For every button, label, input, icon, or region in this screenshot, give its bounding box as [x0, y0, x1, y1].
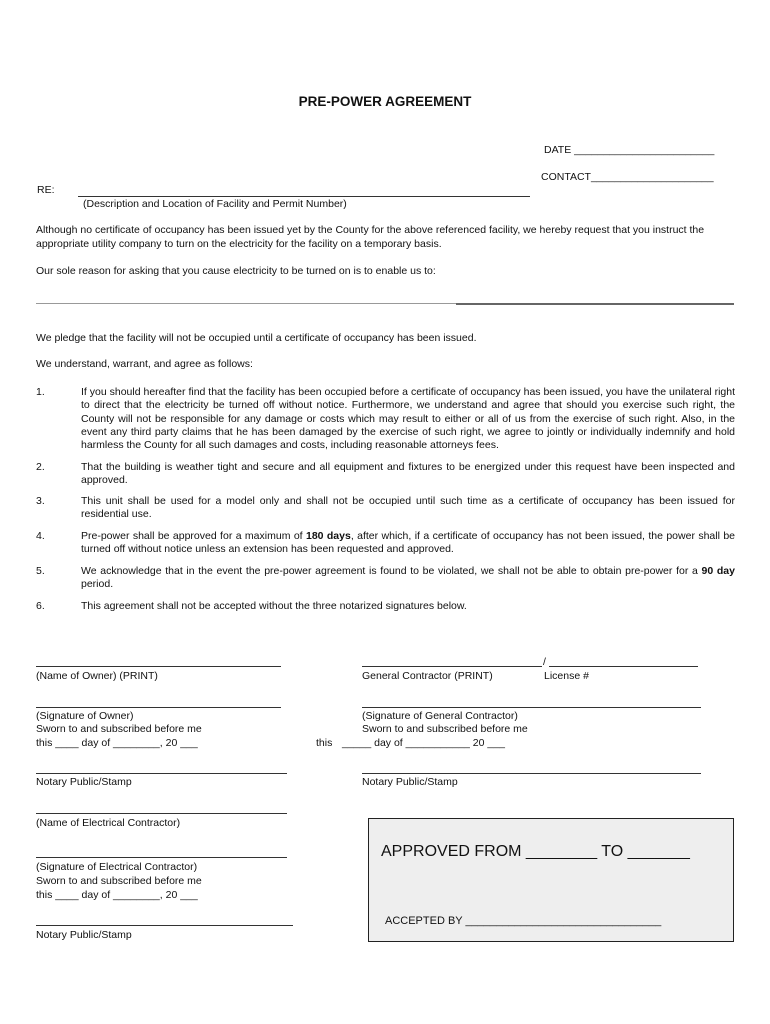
reason-paragraph: Our sole reason for asking that you cause electricity to be turned on is to enable us to:	[36, 265, 436, 277]
gc-name-line[interactable]	[362, 666, 542, 667]
item-text-part: Pre-power shall be approved for a maximum of	[81, 530, 306, 542]
gc-notary-line[interactable]	[362, 773, 701, 774]
item-number: 5.	[36, 565, 45, 577]
ec-date-text: this ____ day of ________, 20 ___	[36, 889, 198, 901]
owner-notary-label: Notary Public/Stamp	[36, 776, 132, 788]
ec-sworn-text: Sworn to and subscribed before me	[36, 875, 202, 887]
reason-input-line-accent	[456, 303, 734, 305]
item-text-part: , after which, if a certificate of occupancy has not been issued, the power shall be turned off without notice unless an extension has been requested and approved.	[81, 530, 735, 556]
accepted-by[interactable]: ACCEPTED BY ________________________________	[385, 915, 662, 927]
item-bold-term: 180 days	[305, 530, 351, 542]
item-text: That the building is weather tight and secure and all equipment and fixtures to be energized under this request have been inspected and approved.	[81, 461, 735, 487]
pledge-paragraph: We pledge that the facility will not be occupied until a certificate of occupancy has been issued.	[36, 332, 477, 344]
gc-notary-label: Notary Public/Stamp	[362, 776, 458, 788]
owner-signature-label: (Signature of Owner)	[36, 710, 134, 722]
item-number: 4.	[36, 530, 45, 542]
gc-signature-line[interactable]	[362, 707, 701, 708]
item-bold-term: 90 day	[701, 565, 735, 577]
item-text: This agreement shall not be accepted without the three notarized signatures below.	[81, 600, 467, 612]
gc-signature-label: (Signature of General Contractor)	[362, 710, 518, 722]
owner-signature-line[interactable]	[36, 707, 281, 708]
item-text	[81, 565, 735, 592]
item-text-part: period.	[81, 578, 114, 591]
item-text	[81, 530, 735, 557]
page-title: PRE-POWER AGREEMENT	[298, 94, 472, 109]
gc-sworn-text: Sworn to and subscribed before me	[362, 723, 528, 735]
gc-name-label: General Contractor (PRINT)	[362, 670, 493, 682]
license-line[interactable]	[549, 666, 698, 667]
ec-signature-label: (Signature of Electrical Contractor)	[36, 861, 198, 873]
owner-name-label: (Name of Owner) (PRINT)	[36, 670, 158, 682]
re-caption: (Description and Location of Facility and Permit Number)	[83, 198, 347, 210]
gc-slash: /	[543, 656, 546, 668]
item-number: 3.	[36, 495, 45, 507]
approval-box	[368, 818, 734, 942]
item-number: 2.	[36, 461, 45, 473]
contact-field[interactable]: CONTACT_____________________	[541, 171, 714, 183]
ec-signature-line[interactable]	[36, 857, 287, 858]
item-text-part: We acknowledge that in the event the pre-power agreement is found to be violated, we shall not be able to obtain pre-power for a	[81, 565, 702, 577]
ec-notary-line[interactable]	[36, 925, 293, 926]
approved-from-to[interactable]: APPROVED FROM ________ TO _______	[381, 843, 690, 860]
understand-paragraph: We understand, warrant, and agree as follows:	[36, 358, 253, 370]
date-field[interactable]: DATE ________________________	[544, 144, 715, 156]
gc-date-text: _____ day of ___________ 20 ___	[342, 737, 505, 749]
gc-this-text: this	[316, 737, 333, 749]
item-number: 6.	[36, 600, 45, 612]
ec-name-label: (Name of Electrical Contractor)	[36, 817, 181, 829]
re-label: RE:	[37, 184, 55, 196]
owner-name-line[interactable]	[36, 666, 281, 667]
intro-paragraph: Although no certificate of occupancy has been issued yet by the County for the above referenced facility, we hereby request that you instruct the appropriate utility company to turn on the electricity for the facility on a temporary basis.	[36, 224, 705, 250]
item-number: 1.	[36, 386, 45, 398]
owner-notary-line[interactable]	[36, 773, 287, 774]
re-input-line[interactable]	[78, 196, 530, 197]
owner-date-text: this ____ day of ________, 20 ___	[36, 737, 198, 749]
license-label: License #	[544, 670, 589, 682]
ec-name-line[interactable]	[36, 813, 287, 814]
item-text: This unit shall be used for a model only and shall not be occupied until such time as a certificate of occupancy has been issued for residential use.	[81, 495, 735, 521]
item-text: If you should hereafter find that the facility has been occupied before a certificate of occupancy has been issued, you have the unilateral right to direct that the electricity be turned off without notice. Furthermore, we understand and agree that should you exercise such right, the County will not be responsible for any damage or costs which may result to either or all of us from the exercise of such right. Also, in the event any third party claims that he has been damaged by the exercise of such right, we agree to jointly or individually indemnify and hold harmless the County for all such damages and costs, including reasonable attorneys fees.	[81, 386, 735, 452]
ec-notary-label: Notary Public/Stamp	[36, 929, 132, 941]
owner-sworn-text: Sworn to and subscribed before me	[36, 723, 202, 735]
